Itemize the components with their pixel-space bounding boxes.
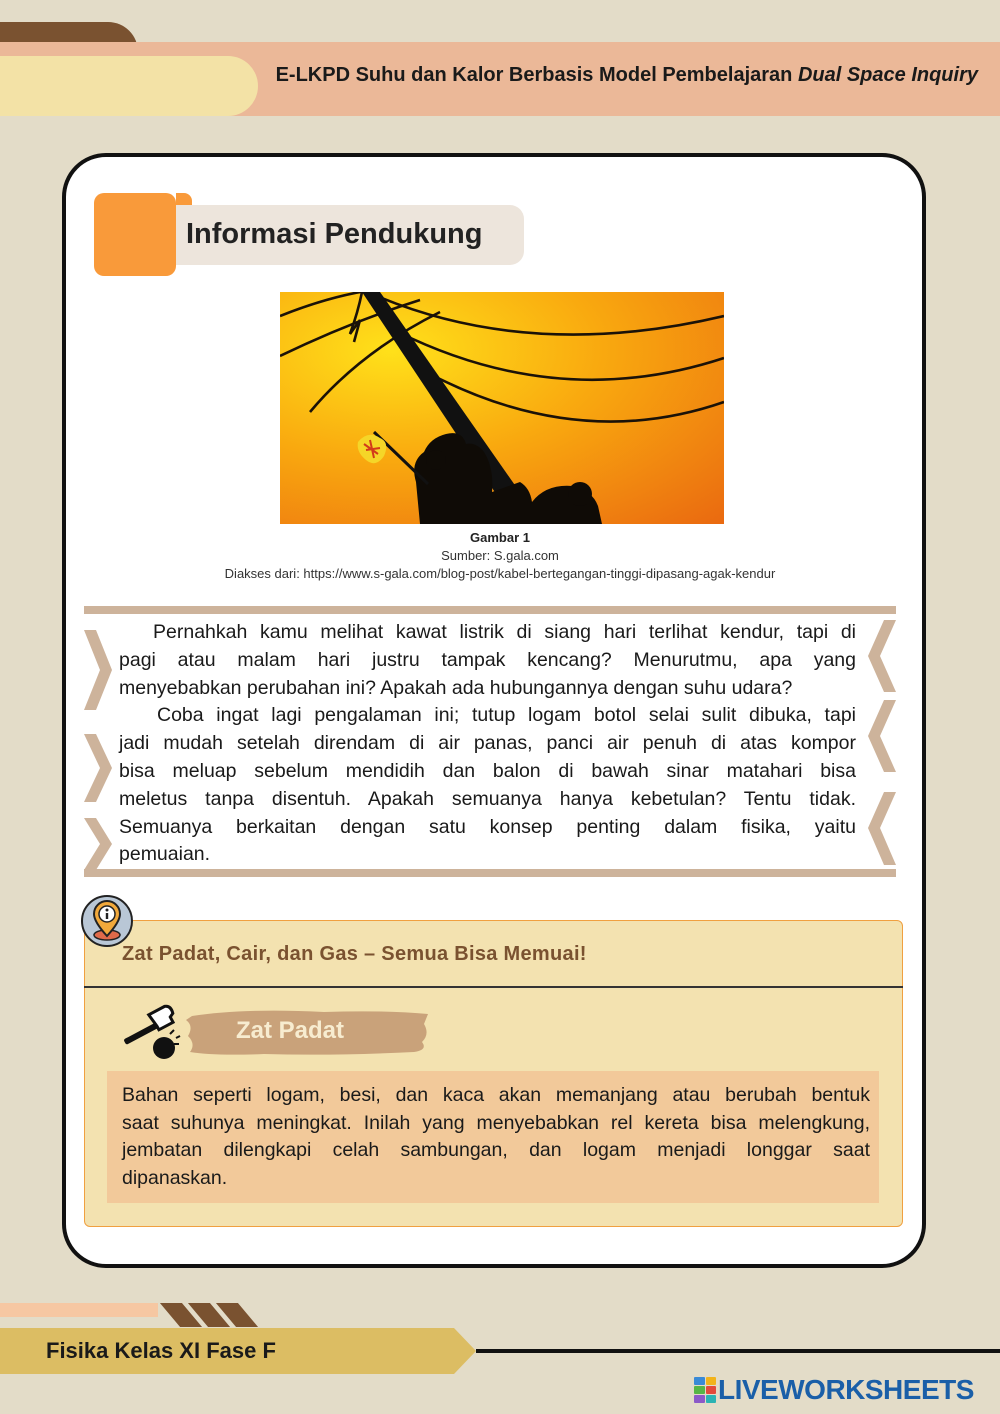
solid-line-3: jembatan dilengkapi celah sambungan, dan logam menjadi longgar saat xyxy=(122,1139,870,1161)
footer-label: Fisika Kelas XI Fase F xyxy=(46,1338,276,1363)
location-info-icon xyxy=(80,894,134,948)
footer-stripe xyxy=(0,1303,158,1317)
figure-accessed-link: Diakses dari: https://www.s-gala.com/blog-post/kabel-bertegangan-tinggi-dipasang-agak-kendur xyxy=(224,566,776,581)
intro-line-9: pemuaian. xyxy=(119,843,211,865)
intro-line-2: pagi atau malam hari justru tampak kencang? Menurutmu, apa yang xyxy=(119,649,856,671)
liveworksheets-logo-icon xyxy=(694,1377,716,1403)
intro-line-8: Semuanya berkaitan dengan satu konsep penting dalam fisika, yaitu xyxy=(119,816,856,838)
intro-bottom-bar xyxy=(84,869,896,877)
liveworksheets-text: LIVEWORKSHEETS xyxy=(718,1374,974,1405)
section-badge-square xyxy=(94,193,176,276)
intro-line-5: jadi mudah setelah direndam di air panas, panci air penuh di atas kompor xyxy=(119,732,856,754)
intro-line-7: meletus tanpa disentuh. Apakah semuanya hanya kebetulan? Tentu tidak. xyxy=(119,788,856,810)
solid-line-1: Bahan seperti logam, besi, dan kaca akan memanjang atau berubah bentuk xyxy=(122,1084,870,1106)
section-title: Informasi Pendukung xyxy=(186,218,483,250)
left-chevrons-decoration xyxy=(84,630,114,870)
figure-source: Sumber: S.gala.com xyxy=(441,548,559,563)
intro-line-4: Coba ingat lagi pengalaman ini; tutup logam botol selai sulit dibuka, tapi xyxy=(157,704,856,726)
power-line-photo xyxy=(280,292,724,524)
info-box-divider xyxy=(84,986,903,988)
intro-line-6: bisa meluap sebelum mendidih dan balon di bawah sinar matahari bisa xyxy=(119,760,856,782)
intro-line-1: Pernahkah kamu melihat kawat listrik di siang hari terlihat kendur, tapi di xyxy=(153,621,856,643)
solid-line-4: dipanaskan. xyxy=(122,1167,228,1189)
right-chevrons-decoration xyxy=(866,620,896,865)
info-box-title: Zat Padat, Cair, dan Gas – Semua Bisa Memuai! xyxy=(122,943,587,965)
footer-line xyxy=(476,1349,1000,1353)
solid-line-2: saat suhunya meningkat. Inilah yang menyebabkan rel kereta bisa melengkung, xyxy=(122,1112,870,1134)
subtitle-zat-padat: Zat Padat xyxy=(236,1017,345,1044)
intro-line-3: menyebabkan perubahan ini? Apakah ada hubungannya dengan suhu udara? xyxy=(119,677,793,699)
hammer-icon xyxy=(116,1004,182,1062)
figure-label: Gambar 1 xyxy=(470,530,530,545)
intro-top-bar xyxy=(84,606,896,614)
header-pill-decoration xyxy=(0,56,258,116)
liveworksheets-brand[interactable] xyxy=(694,1374,974,1406)
header-title: E-LKPD Suhu dan Kalor Berbasis Model Pembelajaran Dual Space Inquiry xyxy=(275,64,978,86)
